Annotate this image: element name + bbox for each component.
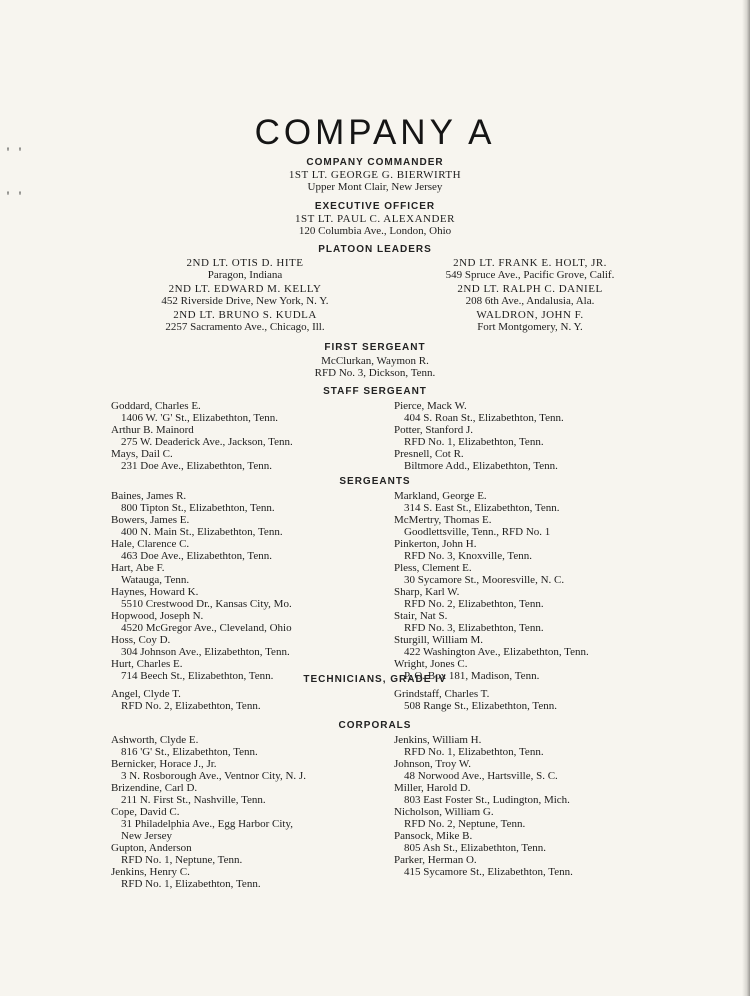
entry-address: RFD No. 2, Elizabethton, Tenn. <box>121 700 261 712</box>
list-item <box>111 782 391 806</box>
entry-address: 30 Sycamore St., Mooresville, N. C. <box>404 574 565 586</box>
platoon-leader <box>95 283 395 307</box>
entry-name: Grindstaff, Charles T. <box>394 688 490 700</box>
entry-address: 48 Norwood Ave., Hartsville, S. C. <box>404 770 558 782</box>
entry-name: Pinkerton, John H. <box>394 538 477 550</box>
entry-name: Hart, Abe F. <box>111 562 165 574</box>
entry-address: 1406 W. 'G' St., Elizabethton, Tenn. <box>121 412 278 424</box>
executive-block <box>0 213 750 237</box>
first-sergeant-block <box>0 355 750 379</box>
staff-sergeant-right-column <box>394 400 694 472</box>
entry-address: Goodlettsville, Tenn., RFD No. 1 <box>404 526 551 538</box>
entry-name: Angel, Clyde T. <box>111 688 181 700</box>
list-item <box>111 758 391 782</box>
entry-name: Arthur B. Mainord <box>111 424 194 436</box>
entry-name: Wright, Jones C. <box>394 658 468 670</box>
entry-name: Sharp, Karl W. <box>394 586 460 598</box>
list-item <box>394 634 694 658</box>
entry-address: RFD No. 2, Neptune, Tenn. <box>404 818 526 830</box>
list-item <box>111 842 391 866</box>
entry-address: 231 Doe Ave., Elizabethton, Tenn. <box>121 460 272 472</box>
corporals-right-column <box>394 734 694 878</box>
leader-address: 452 Riverside Drive, New York, N. Y. <box>161 295 329 307</box>
platoon-leader <box>95 309 395 333</box>
entry-address-line2: New Jersey <box>121 830 173 842</box>
entry-address: RFD No. 3, Knoxville, Tenn. <box>404 550 532 562</box>
section-heading-platoon: PLATOON LEADERS <box>318 244 432 255</box>
leader-address: 208 6th Ave., Andalusia, Ala. <box>465 295 595 307</box>
staff-sergeant-left-column <box>111 400 386 472</box>
section-heading-technicians: TECHNICIANS, GRADE IV <box>303 674 447 685</box>
entry-name: Nicholson, William G. <box>394 806 494 818</box>
list-item <box>394 424 694 448</box>
entry-name: Johnson, Troy W. <box>394 758 472 770</box>
list-item <box>111 610 386 634</box>
list-item <box>394 688 694 712</box>
section-heading-sergeants: SERGEANTS <box>339 476 411 487</box>
list-item <box>394 400 694 424</box>
entry-address: 275 W. Deaderick Ave., Jackson, Tenn. <box>121 436 293 448</box>
platoon-leader <box>385 309 675 333</box>
entry-name: Gupton, Anderson <box>111 842 192 854</box>
list-item <box>111 514 386 538</box>
section-heading-first-sergeant: FIRST SERGEANT <box>324 342 426 353</box>
leader-name: 2ND LT. FRANK E. HOLT, JR. <box>453 257 607 269</box>
entry-address: 304 Johnson Ave., Elizabethton, Tenn. <box>121 646 290 658</box>
entry-name: Pierce, Mack W. <box>394 400 467 412</box>
list-item <box>394 782 694 806</box>
platoon-leader <box>385 257 675 281</box>
entry-address: 714 Beech St., Elizabethton, Tenn. <box>121 670 274 682</box>
entry-name: Hoss, Coy D. <box>111 634 171 646</box>
list-item <box>394 734 694 758</box>
commander-name: 1ST LT. GEORGE G. BIERWIRTH <box>288 169 462 181</box>
entry-address: 463 Doe Ave., Elizabethton, Tenn. <box>121 550 272 562</box>
entry-address: RFD No. 1, Elizabethton, Tenn. <box>404 746 544 758</box>
list-item <box>394 562 694 586</box>
entry-name: Cope, David C. <box>111 806 180 818</box>
leader-name: 2ND LT. EDWARD M. KELLY <box>168 283 322 295</box>
entry-name: Markland, George E. <box>394 490 487 502</box>
list-item <box>111 562 386 586</box>
entry-address: 31 Philadelphia Ave., Egg Harbor City, <box>121 818 293 830</box>
entry-name: Stair, Nat S. <box>394 610 448 622</box>
technicians-right-column <box>394 688 694 712</box>
entry-address: Biltmore Add., Elizabethton, Tenn. <box>404 460 558 472</box>
corporals-left-column <box>111 734 391 890</box>
leader-address: Paragon, Indiana <box>207 269 283 281</box>
leader-address: 2257 Sacramento Ave., Chicago, Ill. <box>165 321 325 333</box>
entry-address: RFD No. 3, Elizabethton, Tenn. <box>404 622 544 634</box>
entry-name: Mays, Dail C. <box>111 448 173 460</box>
section-heading-commander: COMPANY COMMANDER <box>306 157 444 168</box>
entry-name: Brizendine, Carl D. <box>111 782 198 794</box>
entry-address: 211 N. First St., Nashville, Tenn. <box>121 794 266 806</box>
list-item <box>111 448 386 472</box>
list-item <box>394 586 694 610</box>
list-item <box>111 400 386 424</box>
leader-name: 2ND LT. RALPH C. DANIEL <box>457 283 603 295</box>
entry-address: 508 Range St., Elizabethton, Tenn. <box>404 700 558 712</box>
entry-address: 805 Ash St., Elizabethton, Tenn. <box>404 842 547 854</box>
platoon-leader <box>95 257 395 281</box>
entry-name: Ashworth, Clyde E. <box>111 734 199 746</box>
entry-name: Haynes, Howard K. <box>111 586 199 598</box>
commander-address: Upper Mont Clair, New Jersey <box>307 181 443 193</box>
entry-name: Hurt, Charles E. <box>111 658 183 670</box>
list-item <box>394 610 694 634</box>
list-item <box>394 538 694 562</box>
list-item <box>111 586 386 610</box>
page-title: COMPANY A <box>254 113 496 152</box>
entry-name: Jenkins, William H. <box>394 734 482 746</box>
entry-name: Hale, Clarence C. <box>111 538 190 550</box>
list-item <box>111 490 386 514</box>
entry-address: 4520 McGregor Ave., Cleveland, Ohio <box>121 622 292 634</box>
entry-address: 800 Tipton St., Elizabethton, Tenn. <box>121 502 275 514</box>
platoon-leader <box>385 283 675 307</box>
leader-address: Fort Montgomery, N. Y. <box>477 321 583 333</box>
entry-address: Watauga, Tenn. <box>121 574 190 586</box>
list-item <box>394 514 694 538</box>
entry-name: Jenkins, Henry C. <box>111 866 190 878</box>
executive-name: 1ST LT. PAUL C. ALEXANDER <box>294 213 455 225</box>
list-item <box>394 806 694 830</box>
entry-address: P. O. Box 181, Madison, Tenn. <box>404 670 540 682</box>
entry-address: 314 S. East St., Elizabethton, Tenn. <box>404 502 560 514</box>
entry-name: Bowers, James E. <box>111 514 190 526</box>
list-item <box>394 830 694 854</box>
entry-address: RFD No. 1, Neptune, Tenn. <box>121 854 243 866</box>
leader-address: 549 Spruce Ave., Pacific Grove, Calif. <box>445 269 615 281</box>
list-item <box>111 424 386 448</box>
entry-name: Goddard, Charles E. <box>111 400 201 412</box>
entry-address: RFD No. 1, Elizabethton, Tenn. <box>404 436 544 448</box>
entry-name: Pless, Clement E. <box>394 562 472 574</box>
commander-block <box>0 169 750 193</box>
list-item <box>111 538 386 562</box>
section-heading-corporals: CORPORALS <box>338 720 412 731</box>
entry-address: 422 Washington Ave., Elizabethton, Tenn. <box>404 646 589 658</box>
first-sergeant-name: McClurkan, Waymon R. <box>321 355 429 367</box>
entry-name: Sturgill, William M. <box>394 634 483 646</box>
list-item <box>394 490 694 514</box>
entry-name: Potter, Stanford J. <box>394 424 473 436</box>
list-item <box>394 448 694 472</box>
entry-name: Baines, James R. <box>111 490 187 502</box>
entry-address: RFD No. 2, Elizabethton, Tenn. <box>404 598 544 610</box>
entry-address: 816 'G' St., Elizabethton, Tenn. <box>121 746 258 758</box>
section-heading-staff-sergeant: STAFF SERGEANT <box>323 386 427 397</box>
technicians-left-column <box>111 688 386 712</box>
sergeants-left-column <box>111 490 386 682</box>
entry-name: McMertry, Thomas E. <box>394 514 492 526</box>
list-item <box>111 688 386 712</box>
leader-name: WALDRON, JOHN F. <box>476 309 584 321</box>
entry-name: Presnell, Cot R. <box>394 448 464 460</box>
entry-address: RFD No. 1, Elizabethton, Tenn. <box>121 878 261 890</box>
list-item <box>111 734 391 758</box>
list-item <box>111 806 391 842</box>
entry-address: 400 N. Main St., Elizabethton, Tenn. <box>121 526 283 538</box>
leader-name: 2ND LT. OTIS D. HITE <box>186 257 304 269</box>
entry-name: Miller, Harold D. <box>394 782 471 794</box>
entry-address: 404 S. Roan St., Elizabethton, Tenn. <box>404 412 564 424</box>
entry-name: Bernicker, Horace J., Jr. <box>111 758 217 770</box>
sergeants-right-column <box>394 490 694 682</box>
section-heading-executive: EXECUTIVE OFFICER <box>314 201 436 212</box>
entry-address: 3 N. Rosborough Ave., Ventnor City, N. J. <box>121 770 306 782</box>
entry-name: Parker, Herman O. <box>394 854 477 866</box>
list-item <box>394 854 694 878</box>
executive-address: 120 Columbia Ave., London, Ohio <box>298 225 452 237</box>
first-sergeant-address: RFD No. 3, Dickson, Tenn. <box>314 367 436 379</box>
entry-name: Pansock, Mike B. <box>394 830 473 842</box>
entry-address: 415 Sycamore St., Elizabethton, Tenn. <box>404 866 573 878</box>
margin-mark: ' ' <box>5 192 24 203</box>
leader-name: 2ND LT. BRUNO S. KUDLA <box>173 309 317 321</box>
entry-address: 803 East Foster St., Ludington, Mich. <box>404 794 570 806</box>
list-item <box>394 758 694 782</box>
entry-address: 5510 Crestwood Dr., Kansas City, Mo. <box>121 598 292 610</box>
list-item <box>111 866 391 890</box>
margin-mark: ' ' <box>5 148 24 159</box>
list-item <box>111 634 386 658</box>
entry-name: Hopwood, Joseph N. <box>111 610 204 622</box>
